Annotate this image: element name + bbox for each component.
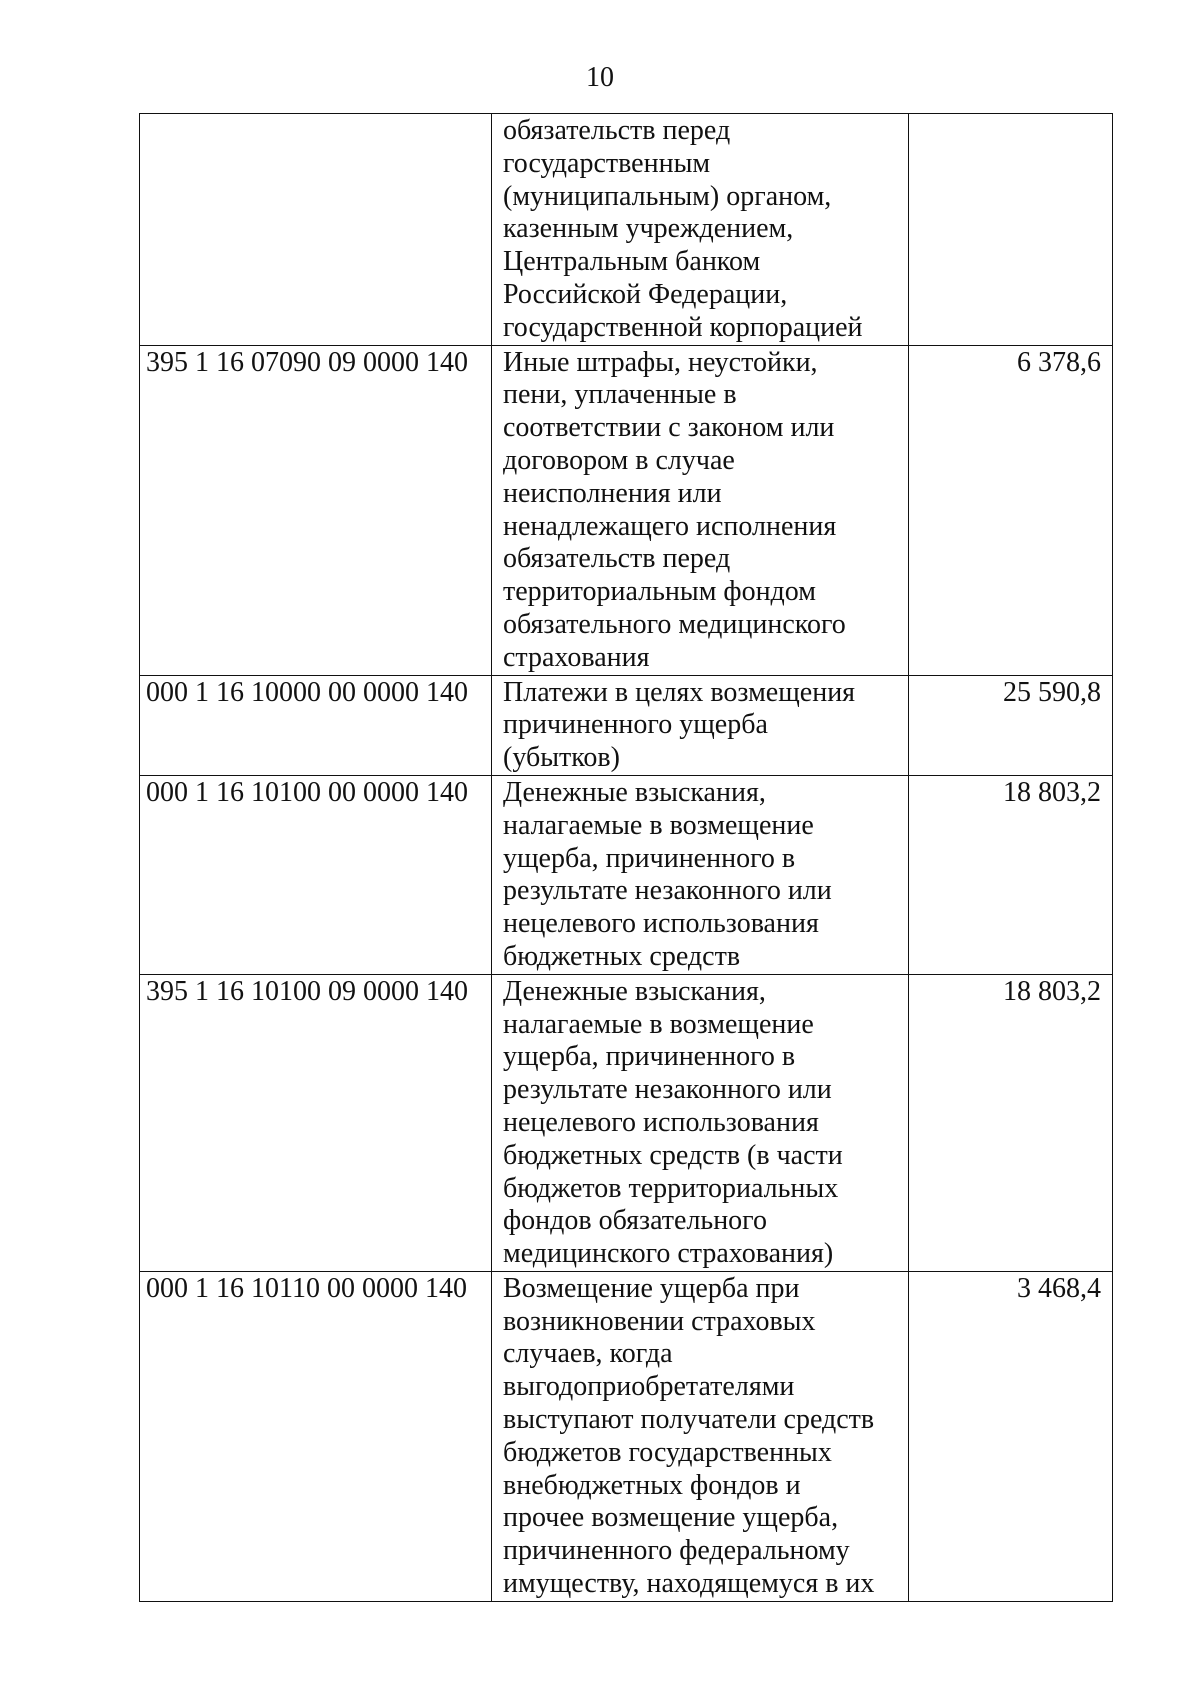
amount-cell [909, 114, 1113, 346]
revenue-name-cell: Платежи в целях возмещения причиненного ущерба (убытков) [492, 675, 909, 775]
table-row [140, 675, 1113, 775]
amount-cell: 25 590,8 [909, 675, 1113, 775]
budget-code-cell: 395 1 16 10100 09 0000 140 [140, 974, 492, 1271]
revenue-name-cell: Иные штрафы, неустойки, пени, уплаченные в соответствии с законом или договором в случае неисполнения или ненадлежащего исполнения обязательств перед территориальным фондом обязательного медицинского страхования [492, 345, 909, 675]
budget-code-cell: 000 1 16 10000 00 0000 140 [140, 675, 492, 775]
revenue-name-cell: Денежные взыскания, налагаемые в возмещение ущерба, причиненного в результате незаконного или нецелевого использования бюджетных средств (в части бюджетов территориальных фондов обязательного медицинского страхования) [492, 974, 909, 1271]
budget-code-cell: 000 1 16 10100 00 0000 140 [140, 775, 492, 974]
revenue-name-cell: обязательств перед государственным (муниципальным) органом, казенным учреждением, Центральным банком Российской Федерации, государственной корпорацией [492, 114, 909, 346]
page-number: 10 [586, 62, 614, 93]
amount-cell: 18 803,2 [909, 775, 1113, 974]
table-row [140, 775, 1113, 974]
amount-cell: 6 378,6 [909, 345, 1113, 675]
table-row [140, 114, 1113, 346]
budget-code-cell: 000 1 16 10110 00 0000 140 [140, 1271, 492, 1601]
amount-cell: 18 803,2 [909, 974, 1113, 1271]
table-row [140, 345, 1113, 675]
amount-cell: 3 468,4 [909, 1271, 1113, 1601]
budget-code-cell [140, 114, 492, 346]
table-row [140, 1271, 1113, 1601]
revenue-name-cell: Денежные взыскания, налагаемые в возмещение ущерба, причиненного в результате незаконного или нецелевого использования бюджетных средств [492, 775, 909, 974]
budget-code-cell: 395 1 16 07090 09 0000 140 [140, 345, 492, 675]
revenue-name-cell: Возмещение ущерба при возникновении страховых случаев, когда выгодоприобретателями выступают получатели средств бюджетов государственных внебюджетных фондов и прочее возмещение ущерба, причиненного федеральному имуществу, находящемуся в их [492, 1271, 909, 1601]
table-row [140, 974, 1113, 1271]
budget-revenue-table [139, 113, 1113, 1602]
